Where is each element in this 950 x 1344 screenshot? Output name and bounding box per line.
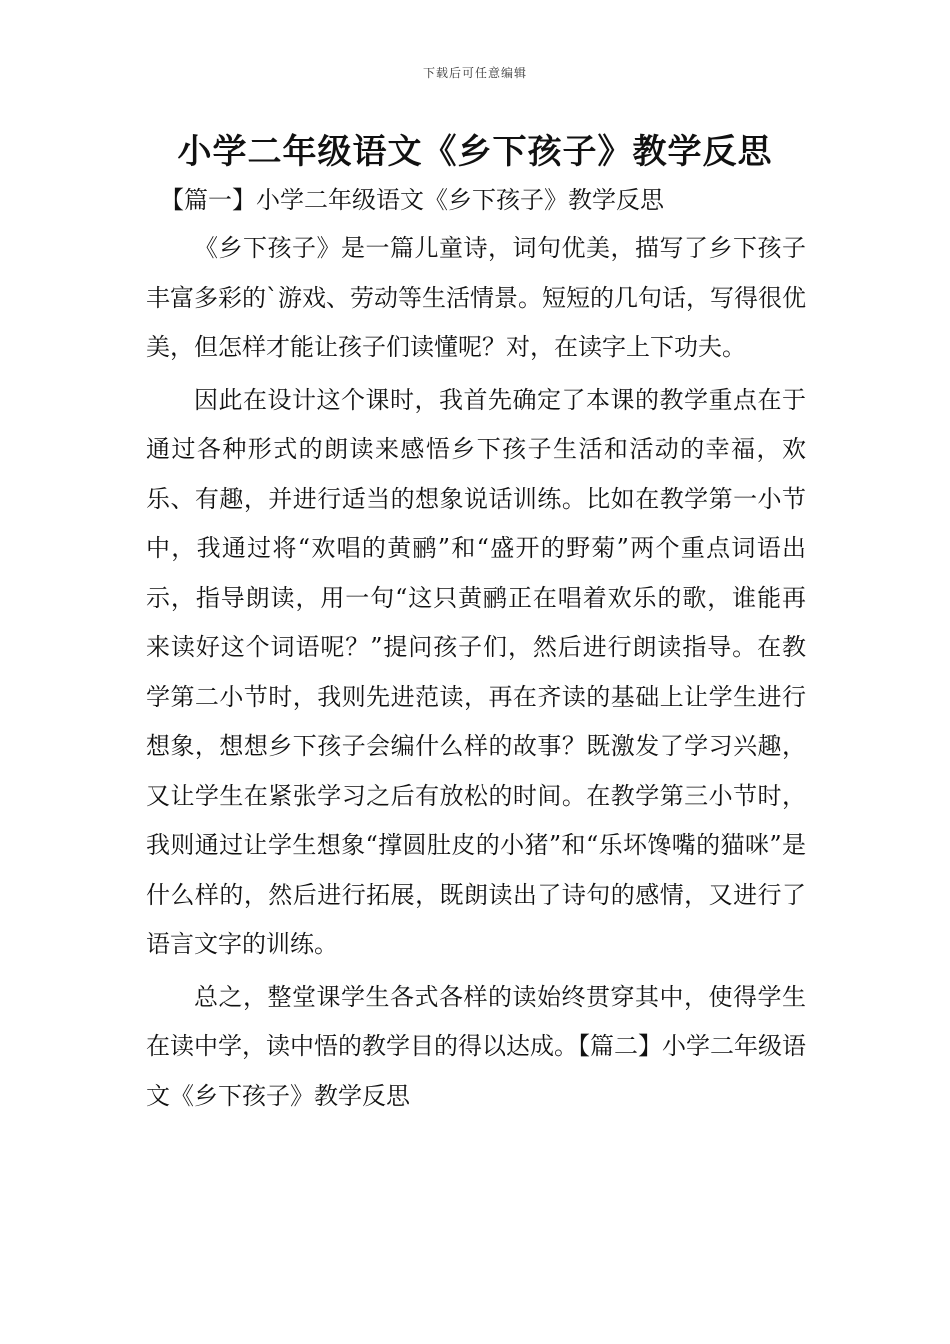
document-title: 小学二年级语文《乡下孩子》教学反思 [177,132,773,172]
paragraph-1: 《乡下孩子》是一篇儿童诗，词句优美，描写了乡下孩子丰富多彩的`游戏、劳动等生活情景。短短的几句话，写得很优美，但怎样才能让孩子们读懂呢？对，在读字上下功夫。 [146,234,806,361]
section-heading: 【篇一】小学二年级语文《乡下孩子》教学反思 [160,186,664,214]
paragraph-3: 总之，整堂课学生各式各样的读始终贯穿其中，使得学生在读中学，读中悟的教学目的得以达成。【篇二】小学二年级语文《乡下孩子》教学反思 [146,982,806,1110]
paragraph-2: 因此在设计这个课时，我首先确定了本课的教学重点在于通过各种形式的朗读来感悟乡下孩子生活和活动的幸福，欢乐、有趣，并进行适当的想象说话训练。比如在教学第一小节中，我通过将“欢唱的黄鹂”和“盛开的野菊”两个重点词语出示，指导朗读，用一句“这只黄鹂正在唱着欢乐的歌，谁能再来读好这个词语呢？”提问孩子们，然后进行朗读指导。在教学第二小节时，我则先进范读，再在齐读的基础上让学生进行想象，想想乡下孩子会编什么样的故事？既激发了学习兴趣，又让学生在紧张学习之后有放松的时间。在教学第三小节时，我则通过让学生想象“撑圆肚皮的小猪”和“乐坏馋嘴的猫咪”是什么样的，然后进行拓展，既朗读出了诗句的感情，又进行了语言文字的训练。 [146,385,806,958]
header-note: 下载后可任意编辑 [422,66,527,80]
document-body [146,224,806,1124]
